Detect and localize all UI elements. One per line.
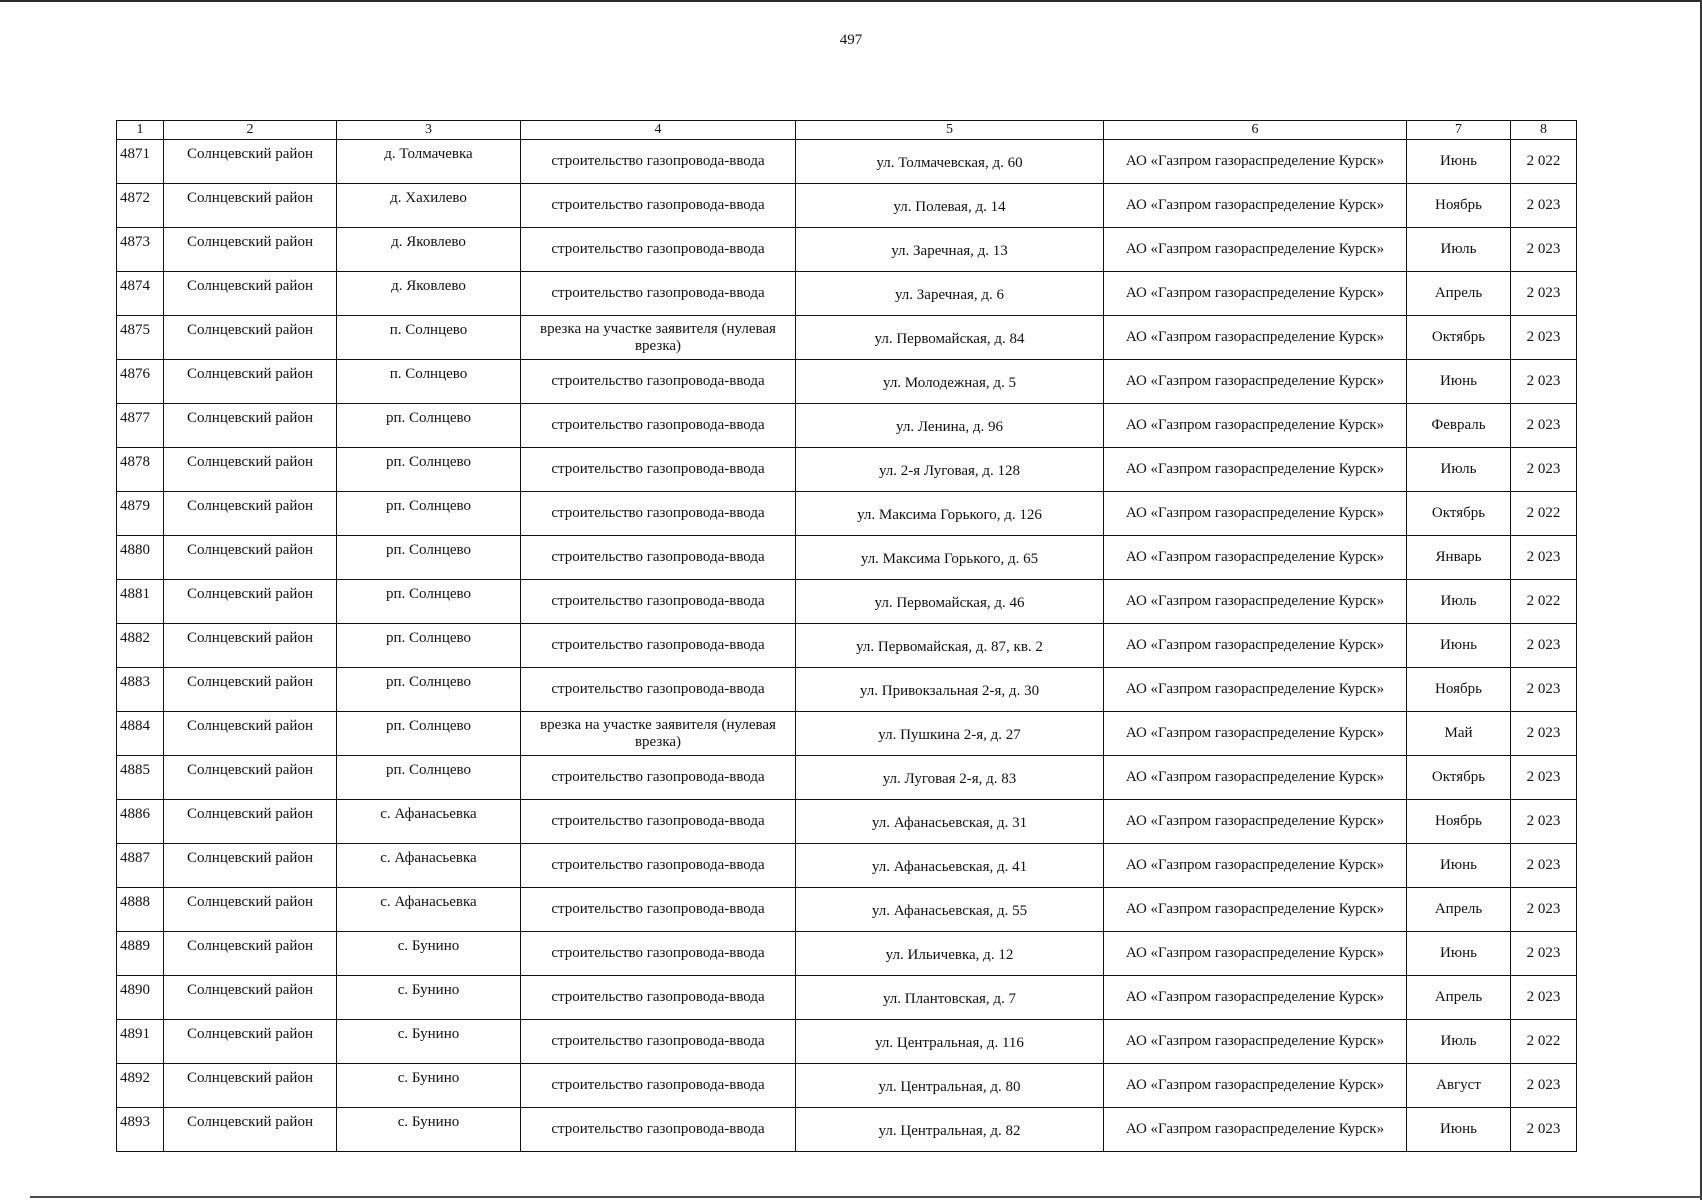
organization-cell: АО «Газпром газораспределение Курск» <box>1104 712 1407 756</box>
address-cell: ул. Заречная, д. 6 <box>796 272 1104 316</box>
district-cell: Солнцевский район <box>164 580 337 624</box>
table-body <box>117 121 1577 1152</box>
year-cell: 2 023 <box>1511 976 1577 1020</box>
work-type-cell: строительство газопровода-ввода <box>521 800 796 844</box>
organization-cell: АО «Газпром газораспределение Курск» <box>1104 184 1407 228</box>
year-cell: 2 023 <box>1511 888 1577 932</box>
table-row <box>117 624 1577 668</box>
address-cell: ул. 2-я Луговая, д. 128 <box>796 448 1104 492</box>
organization-cell: АО «Газпром газораспределение Курск» <box>1104 932 1407 976</box>
work-type-cell: строительство газопровода-ввода <box>521 228 796 272</box>
district-cell: Солнцевский район <box>164 1064 337 1108</box>
row-number-cell: 4883 <box>117 668 164 712</box>
settlement-cell: рп. Солнцево <box>337 712 521 756</box>
month-cell: Апрель <box>1407 976 1511 1020</box>
row-number-cell: 4890 <box>117 976 164 1020</box>
month-cell: Июль <box>1407 448 1511 492</box>
organization-cell: АО «Газпром газораспределение Курск» <box>1104 316 1407 360</box>
row-number-cell: 4878 <box>117 448 164 492</box>
settlement-cell: рп. Солнцево <box>337 492 521 536</box>
district-cell: Солнцевский район <box>164 756 337 800</box>
year-cell: 2 023 <box>1511 272 1577 316</box>
month-cell: Июнь <box>1407 1108 1511 1152</box>
settlement-cell: д. Хахилево <box>337 184 521 228</box>
district-cell: Солнцевский район <box>164 228 337 272</box>
row-number-cell: 4881 <box>117 580 164 624</box>
year-cell: 2 023 <box>1511 756 1577 800</box>
organization-cell: АО «Газпром газораспределение Курск» <box>1104 228 1407 272</box>
work-type-cell: строительство газопровода-ввода <box>521 1108 796 1152</box>
year-cell: 2 022 <box>1511 140 1577 184</box>
row-number-cell: 4887 <box>117 844 164 888</box>
address-cell: ул. Центральная, д. 80 <box>796 1064 1104 1108</box>
row-number-cell: 4877 <box>117 404 164 448</box>
organization-cell: АО «Газпром газораспределение Курск» <box>1104 888 1407 932</box>
table-row <box>117 492 1577 536</box>
table-row <box>117 404 1577 448</box>
table-row <box>117 756 1577 800</box>
address-cell: ул. Молодежная, д. 5 <box>796 360 1104 404</box>
year-cell: 2 022 <box>1511 1020 1577 1064</box>
row-number-cell: 4871 <box>117 140 164 184</box>
month-cell: Апрель <box>1407 888 1511 932</box>
settlement-cell: д. Яковлево <box>337 228 521 272</box>
month-cell: Ноябрь <box>1407 800 1511 844</box>
year-cell: 2 023 <box>1511 1064 1577 1108</box>
table-row <box>117 360 1577 404</box>
row-number-cell: 4886 <box>117 800 164 844</box>
settlement-cell: п. Солнцево <box>337 316 521 360</box>
district-cell: Солнцевский район <box>164 624 337 668</box>
district-cell: Солнцевский район <box>164 184 337 228</box>
settlement-cell: рп. Солнцево <box>337 536 521 580</box>
address-cell: ул. Афанасьевская, д. 55 <box>796 888 1104 932</box>
table-row <box>117 140 1577 184</box>
work-type-cell: строительство газопровода-ввода <box>521 888 796 932</box>
settlement-cell: с. Бунино <box>337 976 521 1020</box>
organization-cell: АО «Газпром газораспределение Курск» <box>1104 492 1407 536</box>
organization-cell: АО «Газпром газораспределение Курск» <box>1104 1020 1407 1064</box>
work-type-cell: строительство газопровода-ввода <box>521 756 796 800</box>
table-row <box>117 448 1577 492</box>
settlement-cell: с. Бунино <box>337 1108 521 1152</box>
district-cell: Солнцевский район <box>164 668 337 712</box>
district-cell: Солнцевский район <box>164 448 337 492</box>
address-cell: ул. Пушкина 2-я, д. 27 <box>796 712 1104 756</box>
table-row <box>117 1064 1577 1108</box>
organization-cell: АО «Газпром газораспределение Курск» <box>1104 1064 1407 1108</box>
settlement-cell: с. Афанасьевка <box>337 888 521 932</box>
work-type-cell: строительство газопровода-ввода <box>521 184 796 228</box>
address-cell: ул. Центральная, д. 82 <box>796 1108 1104 1152</box>
district-cell: Солнцевский район <box>164 404 337 448</box>
year-cell: 2 022 <box>1511 492 1577 536</box>
address-cell: ул. Афанасьевская, д. 41 <box>796 844 1104 888</box>
address-cell: ул. Привокзальная 2-я, д. 30 <box>796 668 1104 712</box>
row-number-cell: 4879 <box>117 492 164 536</box>
table-row <box>117 1020 1577 1064</box>
row-number-cell: 4880 <box>117 536 164 580</box>
district-cell: Солнцевский район <box>164 536 337 580</box>
organization-cell: АО «Газпром газораспределение Курск» <box>1104 404 1407 448</box>
work-type-cell: строительство газопровода-ввода <box>521 492 796 536</box>
work-type-cell: строительство газопровода-ввода <box>521 272 796 316</box>
district-cell: Солнцевский район <box>164 888 337 932</box>
row-number-cell: 4873 <box>117 228 164 272</box>
table-header-row <box>117 121 1577 140</box>
district-cell: Солнцевский район <box>164 976 337 1020</box>
month-cell: Май <box>1407 712 1511 756</box>
month-cell: Июль <box>1407 580 1511 624</box>
year-cell: 2 023 <box>1511 360 1577 404</box>
table-row <box>117 976 1577 1020</box>
month-cell: Ноябрь <box>1407 184 1511 228</box>
district-cell: Солнцевский район <box>164 844 337 888</box>
work-type-cell: строительство газопровода-ввода <box>521 140 796 184</box>
month-cell: Июнь <box>1407 624 1511 668</box>
address-cell: ул. Полевая, д. 14 <box>796 184 1104 228</box>
year-cell: 2 023 <box>1511 316 1577 360</box>
row-number-cell: 4893 <box>117 1108 164 1152</box>
district-cell: Солнцевский район <box>164 272 337 316</box>
organization-cell: АО «Газпром газораспределение Курск» <box>1104 800 1407 844</box>
district-cell: Солнцевский район <box>164 712 337 756</box>
settlement-cell: рп. Солнцево <box>337 756 521 800</box>
year-cell: 2 023 <box>1511 228 1577 272</box>
row-number-cell: 4889 <box>117 932 164 976</box>
settlement-cell: с. Бунино <box>337 1064 521 1108</box>
gasification-schedule-table <box>116 120 1577 1152</box>
header-cell: 5 <box>796 121 1104 140</box>
organization-cell: АО «Газпром газораспределение Курск» <box>1104 756 1407 800</box>
work-type-cell: строительство газопровода-ввода <box>521 360 796 404</box>
header-cell: 3 <box>337 121 521 140</box>
work-type-cell: строительство газопровода-ввода <box>521 1064 796 1108</box>
district-cell: Солнцевский район <box>164 932 337 976</box>
settlement-cell: рп. Солнцево <box>337 404 521 448</box>
table-row <box>117 536 1577 580</box>
scan-edge-top <box>0 0 1702 2</box>
address-cell: ул. Максима Горького, д. 65 <box>796 536 1104 580</box>
work-type-cell: строительство газопровода-ввода <box>521 448 796 492</box>
year-cell: 2 023 <box>1511 184 1577 228</box>
settlement-cell: д. Яковлево <box>337 272 521 316</box>
month-cell: Июль <box>1407 228 1511 272</box>
district-cell: Солнцевский район <box>164 1020 337 1064</box>
organization-cell: АО «Газпром газораспределение Курск» <box>1104 140 1407 184</box>
district-cell: Солнцевский район <box>164 140 337 184</box>
year-cell: 2 023 <box>1511 712 1577 756</box>
row-number-cell: 4885 <box>117 756 164 800</box>
year-cell: 2 022 <box>1511 580 1577 624</box>
organization-cell: АО «Газпром газораспределение Курск» <box>1104 668 1407 712</box>
table-row <box>117 712 1577 756</box>
work-type-cell: строительство газопровода-ввода <box>521 404 796 448</box>
work-type-cell: врезка на участке заявителя (нулевая врезка) <box>521 712 796 756</box>
organization-cell: АО «Газпром газораспределение Курск» <box>1104 272 1407 316</box>
header-cell: 8 <box>1511 121 1577 140</box>
organization-cell: АО «Газпром газораспределение Курск» <box>1104 844 1407 888</box>
year-cell: 2 023 <box>1511 448 1577 492</box>
page-number: 497 <box>839 32 863 48</box>
month-cell: Июнь <box>1407 844 1511 888</box>
month-cell: Июнь <box>1407 932 1511 976</box>
work-type-cell: строительство газопровода-ввода <box>521 624 796 668</box>
header-cell: 1 <box>117 121 164 140</box>
address-cell: ул. Афанасьевская, д. 31 <box>796 800 1104 844</box>
address-cell: ул. Первомайская, д. 46 <box>796 580 1104 624</box>
month-cell: Август <box>1407 1064 1511 1108</box>
table-row <box>117 184 1577 228</box>
settlement-cell: с. Бунино <box>337 932 521 976</box>
month-cell: Апрель <box>1407 272 1511 316</box>
month-cell: Июль <box>1407 1020 1511 1064</box>
row-number-cell: 4874 <box>117 272 164 316</box>
year-cell: 2 023 <box>1511 668 1577 712</box>
year-cell: 2 023 <box>1511 800 1577 844</box>
organization-cell: АО «Газпром газораспределение Курск» <box>1104 448 1407 492</box>
table-row <box>117 668 1577 712</box>
table-row <box>117 272 1577 316</box>
work-type-cell: строительство газопровода-ввода <box>521 580 796 624</box>
scan-edge-bottom <box>30 1196 1702 1198</box>
address-cell: ул. Первомайская, д. 84 <box>796 316 1104 360</box>
district-cell: Солнцевский район <box>164 1108 337 1152</box>
work-type-cell: строительство газопровода-ввода <box>521 536 796 580</box>
settlement-cell: с. Афанасьевка <box>337 844 521 888</box>
year-cell: 2 023 <box>1511 404 1577 448</box>
header-cell: 6 <box>1104 121 1407 140</box>
address-cell: ул. Первомайская, д. 87, кв. 2 <box>796 624 1104 668</box>
header-cell: 2 <box>164 121 337 140</box>
work-type-cell: врезка на участке заявителя (нулевая врезка) <box>521 316 796 360</box>
organization-cell: АО «Газпром газораспределение Курск» <box>1104 360 1407 404</box>
work-type-cell: строительство газопровода-ввода <box>521 1020 796 1064</box>
row-number-cell: 4892 <box>117 1064 164 1108</box>
organization-cell: АО «Газпром газораспределение Курск» <box>1104 624 1407 668</box>
work-type-cell: строительство газопровода-ввода <box>521 844 796 888</box>
address-cell: ул. Луговая 2-я, д. 83 <box>796 756 1104 800</box>
year-cell: 2 023 <box>1511 844 1577 888</box>
year-cell: 2 023 <box>1511 624 1577 668</box>
address-cell: ул. Плантовская, д. 7 <box>796 976 1104 1020</box>
row-number-cell: 4872 <box>117 184 164 228</box>
month-cell: Февраль <box>1407 404 1511 448</box>
organization-cell: АО «Газпром газораспределение Курск» <box>1104 1108 1407 1152</box>
table-row <box>117 1108 1577 1152</box>
year-cell: 2 023 <box>1511 932 1577 976</box>
month-cell: Октябрь <box>1407 316 1511 360</box>
address-cell: ул. Максима Горького, д. 126 <box>796 492 1104 536</box>
organization-cell: АО «Газпром газораспределение Курск» <box>1104 976 1407 1020</box>
address-cell: ул. Толмачевская, д. 60 <box>796 140 1104 184</box>
settlement-cell: д. Толмачевка <box>337 140 521 184</box>
settlement-cell: п. Солнцево <box>337 360 521 404</box>
month-cell: Июнь <box>1407 360 1511 404</box>
row-number-cell: 4891 <box>117 1020 164 1064</box>
row-number-cell: 4884 <box>117 712 164 756</box>
row-number-cell: 4875 <box>117 316 164 360</box>
table-row <box>117 844 1577 888</box>
settlement-cell: рп. Солнцево <box>337 448 521 492</box>
header-cell: 4 <box>521 121 796 140</box>
year-cell: 2 023 <box>1511 1108 1577 1152</box>
settlement-cell: рп. Солнцево <box>337 668 521 712</box>
district-cell: Солнцевский район <box>164 492 337 536</box>
month-cell: Октябрь <box>1407 756 1511 800</box>
header-cell: 7 <box>1407 121 1511 140</box>
organization-cell: АО «Газпром газораспределение Курск» <box>1104 536 1407 580</box>
district-cell: Солнцевский район <box>164 360 337 404</box>
work-type-cell: строительство газопровода-ввода <box>521 976 796 1020</box>
table-row <box>117 932 1577 976</box>
table-row <box>117 800 1577 844</box>
table-row <box>117 228 1577 272</box>
row-number-cell: 4876 <box>117 360 164 404</box>
table-row <box>117 316 1577 360</box>
work-type-cell: строительство газопровода-ввода <box>521 932 796 976</box>
month-cell: Январь <box>1407 536 1511 580</box>
address-cell: ул. Ленина, д. 96 <box>796 404 1104 448</box>
month-cell: Июнь <box>1407 140 1511 184</box>
address-cell: ул. Центральная, д. 116 <box>796 1020 1104 1064</box>
settlement-cell: с. Афанасьевка <box>337 800 521 844</box>
table-row <box>117 580 1577 624</box>
organization-cell: АО «Газпром газораспределение Курск» <box>1104 580 1407 624</box>
address-cell: ул. Ильичевка, д. 12 <box>796 932 1104 976</box>
district-cell: Солнцевский район <box>164 800 337 844</box>
month-cell: Ноябрь <box>1407 668 1511 712</box>
table-row <box>117 888 1577 932</box>
district-cell: Солнцевский район <box>164 316 337 360</box>
row-number-cell: 4882 <box>117 624 164 668</box>
settlement-cell: с. Бунино <box>337 1020 521 1064</box>
work-type-cell: строительство газопровода-ввода <box>521 668 796 712</box>
address-cell: ул. Заречная, д. 13 <box>796 228 1104 272</box>
month-cell: Октябрь <box>1407 492 1511 536</box>
settlement-cell: рп. Солнцево <box>337 624 521 668</box>
row-number-cell: 4888 <box>117 888 164 932</box>
settlement-cell: рп. Солнцево <box>337 580 521 624</box>
year-cell: 2 023 <box>1511 536 1577 580</box>
